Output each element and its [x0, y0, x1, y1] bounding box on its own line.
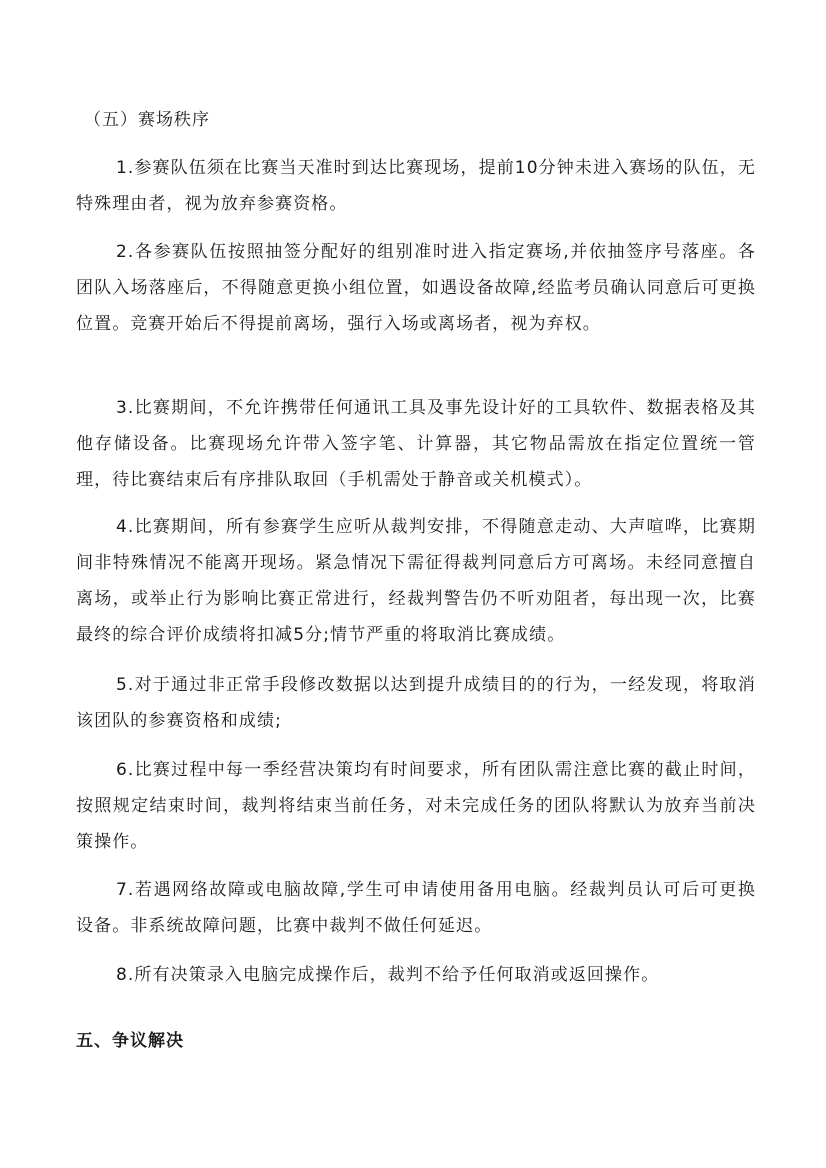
rule-paragraph-2: 2.各参赛队伍按照抽签分配好的组别准时进入指定赛场,并依抽签序号落座。各团队入场落座后，不得随意更换小组位置，如遇设备故障,经监考员确认同意后可更换位置。竞赛开始后不得提前离场，强行入场或离场者，视为弃权。	[76, 242, 756, 334]
subsection-heading: （五）赛场秩序	[84, 110, 210, 130]
rule-paragraph-1: 1.参赛队伍须在比赛当天准时到达比赛现场，提前10分钟未进入赛场的队伍，无特殊理由者，视为放弃参赛资格。	[76, 158, 756, 214]
section-heading: 五、争议解决	[76, 1031, 184, 1051]
rule-paragraph-5: 5.对于通过非正常手段修改数据以达到提升成绩目的的行为，一经发现，将取消该团队的参赛资格和成绩;	[76, 675, 756, 731]
rule-paragraph-8: 8.所有决策录入电脑完成操作后，裁判不给予任何取消或返回操作。	[116, 965, 660, 985]
rule-paragraph-7: 7.若遇网络故障或电脑故障,学生可申请使用备用电脑。经裁判员认可后可更换设备。非系统故障问题，比赛中裁判不做任何延迟。	[76, 880, 756, 936]
rule-paragraph-3: 3.比赛期间，不允许携带任何通讯工具及事先设计好的工具软件、数据表格及其他存储设备。比赛现场允许带入签字笔、计算器，其它物品需放在指定位置统一管理，待比赛结束后有序排队取回（手机需处于静音或关机模式）。	[76, 398, 756, 490]
rule-paragraph-6: 6.比赛过程中每一季经营决策均有时间要求，所有团队需注意比赛的截止时间，按照规定结束时间，裁判将结束当前任务，对未完成任务的团队将默认为放弃当前决策操作。	[76, 760, 756, 852]
rule-paragraph-4: 4.比赛期间，所有参赛学生应听从裁判安排，不得随意走动、大声喧哗，比赛期间非特殊情况不能离开现场。紧急情况下需征得裁判同意后方可离场。未经同意擅自离场，或举止行为影响比赛正常进行，经裁判警告仍不听劝阻者，每出现一次，比赛最终的综合评价成绩将扣减5分;情节严重的将取消比赛成绩。	[76, 517, 756, 645]
